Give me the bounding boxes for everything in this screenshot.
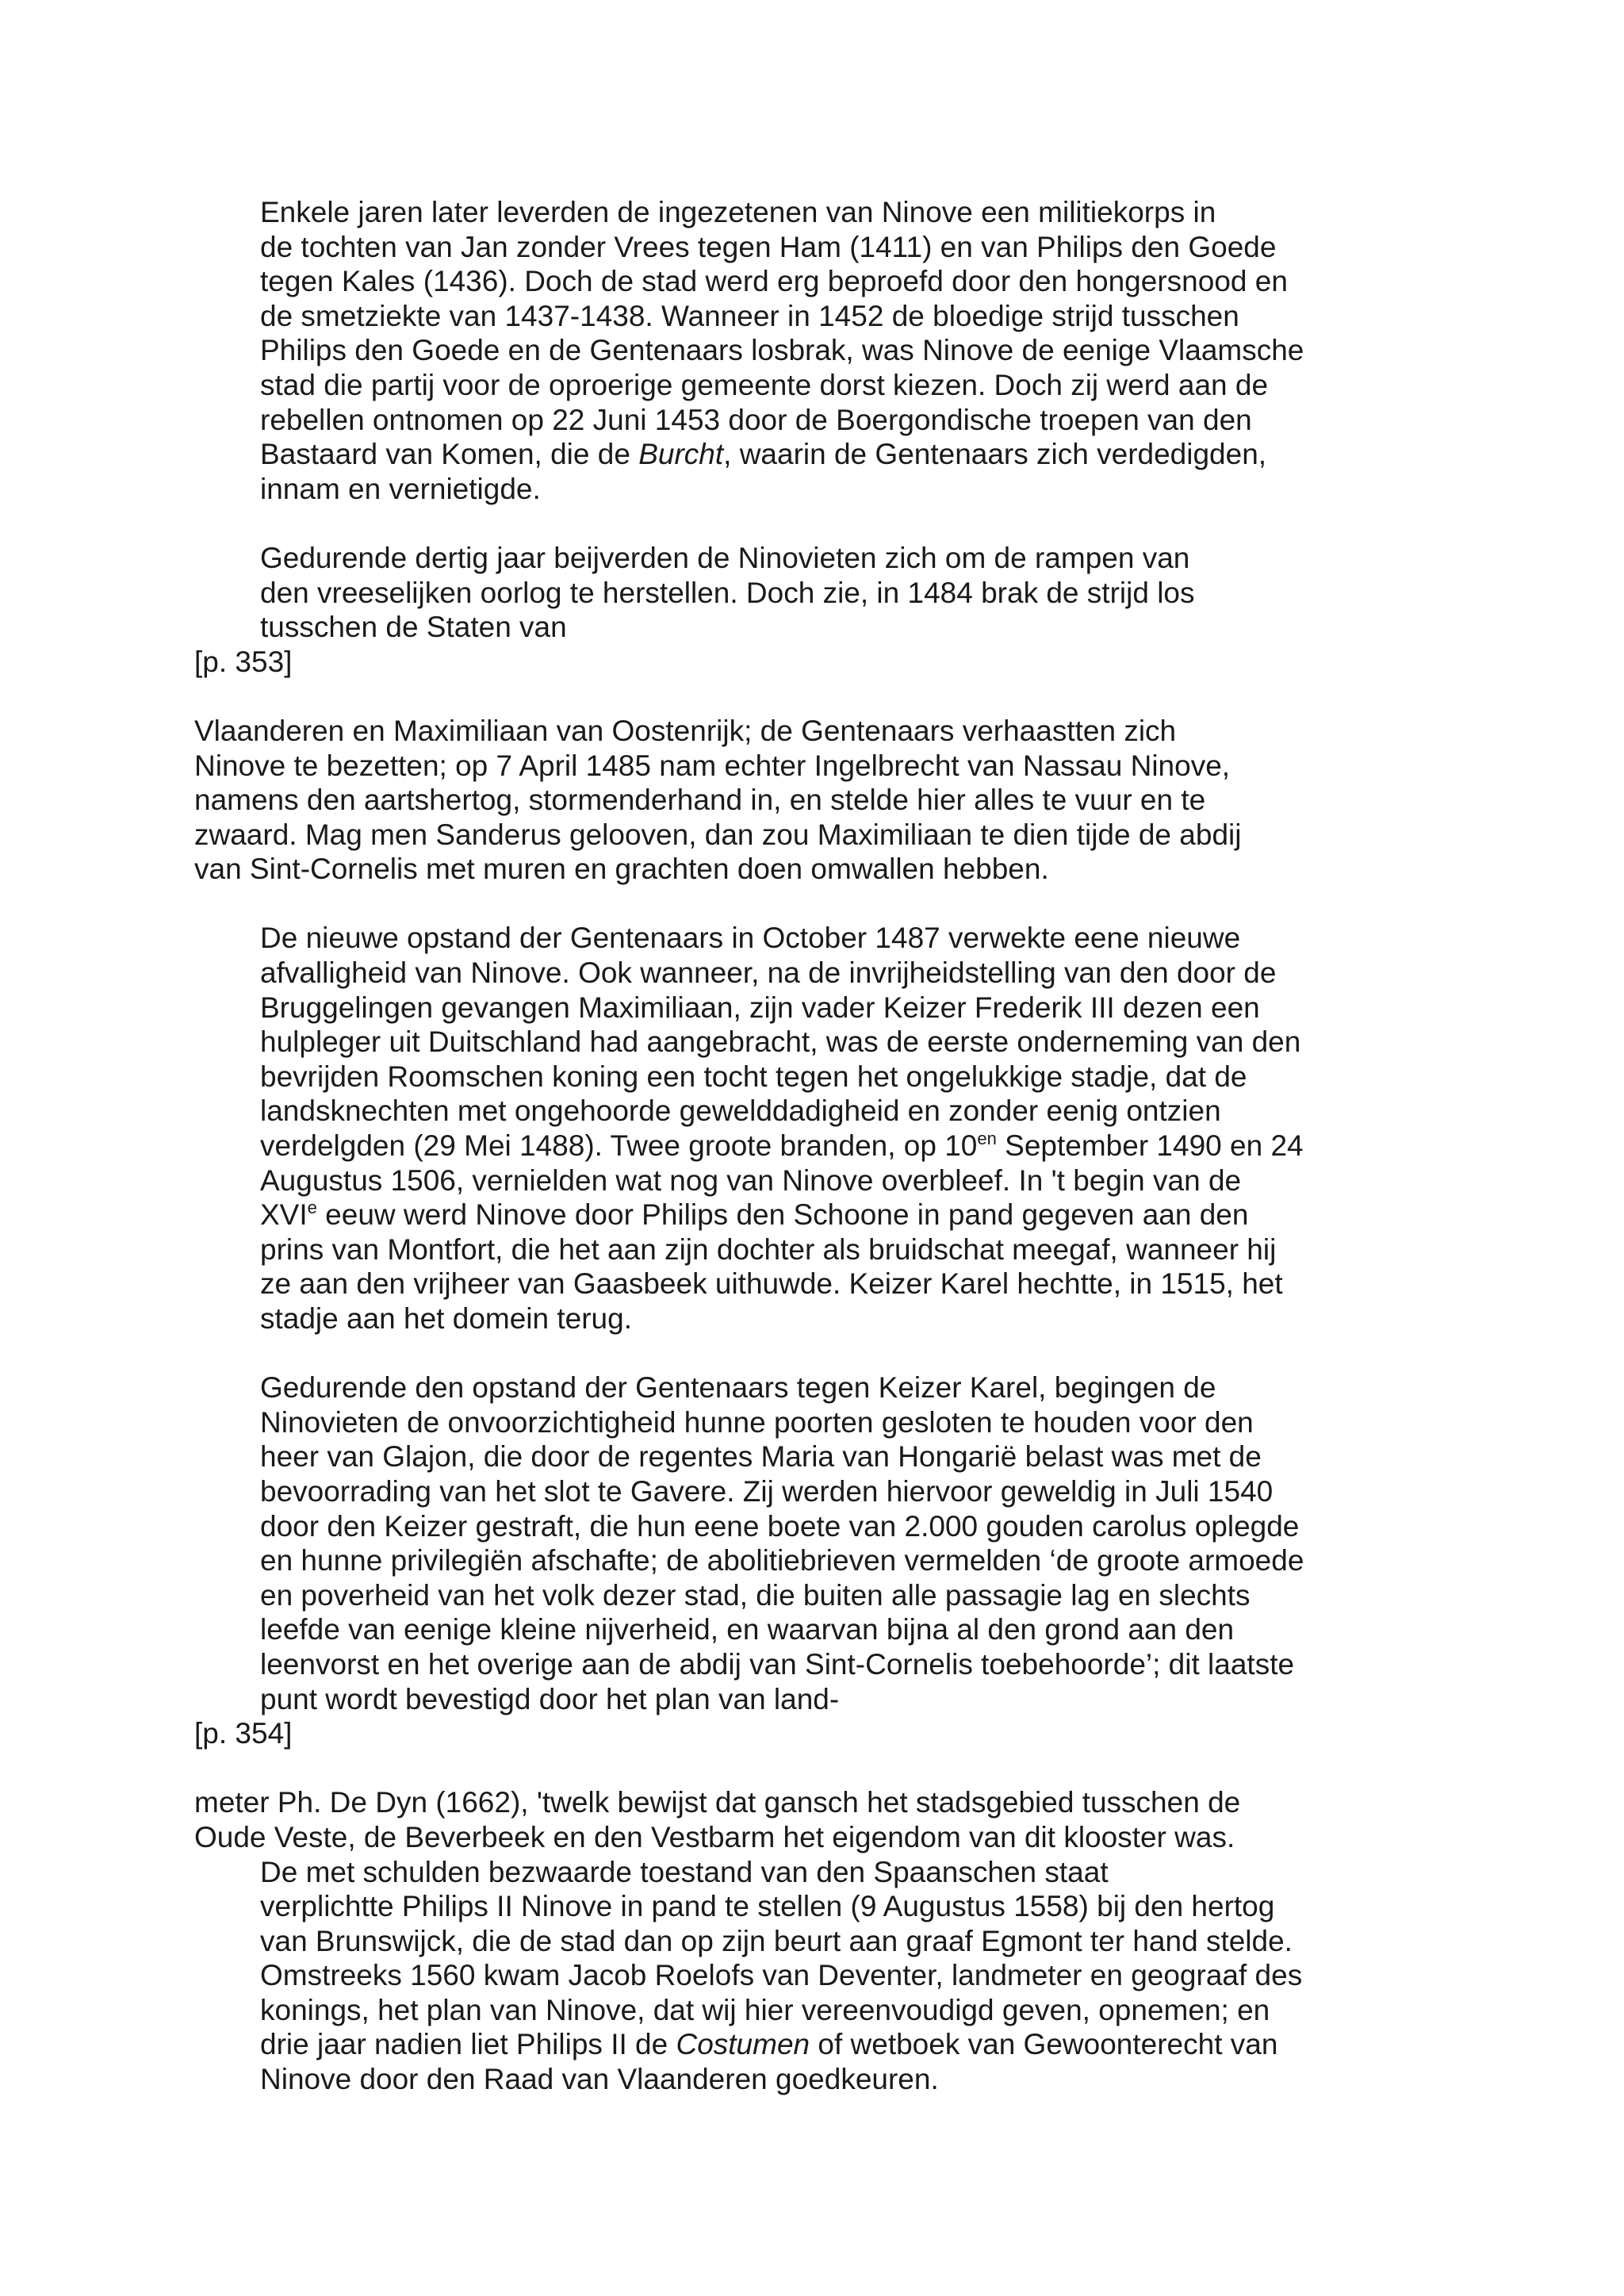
- text-line: hulpleger uit Duitschland had aangebracht, was de eerste onderneming van den: [260, 1025, 1301, 1059]
- text-line: heer van Glajon, die door de regentes Maria van Hongarië belast was met de: [260, 1440, 1262, 1474]
- text-line: den vreeselijken oorlog te herstellen. Doch zie, in 1484 brak de strijd los: [260, 576, 1195, 609]
- text-line: de smetziekte van 1437-1438. Wanneer in 1452 de bloedige strijd tusschen: [260, 299, 1239, 332]
- paragraph-nieuwe-opstand: [194, 921, 1431, 1336]
- paragraph-gap: [194, 679, 1431, 714]
- paragraph-spaansche-staat: [194, 1855, 1431, 2097]
- text-line: landsknechten met ongehoorde gewelddadigheid en zonder eenig ontzien: [260, 1094, 1221, 1128]
- text-line: de tochten van Jan zonder Vrees tegen Ham (1411) en van Philips den Goede: [260, 230, 1277, 263]
- text-line: Philips den Goede en de Gentenaars losbrak, was Ninove de eenige Vlaamsche: [260, 334, 1304, 367]
- page-marker-text: [p. 354]: [194, 1717, 293, 1750]
- text-line: Gedurende dertig jaar beijverden de Ninovieten zich om de rampen van: [260, 541, 1190, 574]
- text-line: tegen Kales (1436). Doch de stad werd erg beproefd door den hongersnood en: [260, 265, 1288, 298]
- text-line: prins van Montfort, die het aan zijn dochter als bruidschat meegaf, wanneer hij: [260, 1232, 1277, 1266]
- superscript-en: en: [977, 1129, 997, 1149]
- text-line: Oude Veste, de Beverbeek en den Vestbarm het eigendom van dit klooster was.: [194, 1820, 1235, 1853]
- page-marker-353: [194, 645, 1431, 680]
- text-line: Augustus 1506, vernielden wat nog van Ninove overbleef. In 't begin van de: [260, 1163, 1242, 1197]
- text-line: tusschen de Staten van: [260, 611, 567, 644]
- text-line: afvalligheid van Ninove. Ook wanneer, na de invrijheidstelling van den door de: [260, 956, 1277, 990]
- text-line: Omstreeks 1560 kwam Jacob Roelofs van Deventer, landmeter en geograaf des: [260, 1959, 1303, 1992]
- text-line: stadje aan het domein terug.: [260, 1302, 632, 1335]
- text-segment: , waarin de Gentenaars zich verdedigden,: [723, 438, 1267, 471]
- text-segment: of wetboek van Gewoonterecht van: [810, 2028, 1278, 2061]
- text-line: namens den aartshertog, stormenderhand in, en stelde hier alles te vuur en te: [194, 784, 1206, 817]
- paragraph-gap: [194, 1751, 1431, 1786]
- text-line: ze aan den vrijheer van Gaasbeek uithuwde. Keizer Karel hechtte, in 1515, het: [260, 1267, 1283, 1301]
- text-line: van Brunswijck, die de stad dan op zijn beurt aan graaf Egmont ter hand stelde.: [260, 1924, 1293, 1957]
- paragraph-gap: [194, 887, 1431, 922]
- paragraph-gap: [194, 506, 1431, 541]
- page-marker-text: [p. 353]: [194, 645, 293, 678]
- text-line: konings, het plan van Ninove, dat wij hier vereenvoudigd geven, opnemen; en: [260, 1993, 1270, 2026]
- text-line: punt wordt bevestigd door het plan van land-: [260, 1682, 840, 1715]
- text-segment: September 1490 en 24: [996, 1129, 1304, 1163]
- text-line: rebellen ontnomen op 22 Juni 1453 door de Boergondische troepen van den: [260, 403, 1252, 436]
- text-line: en poverheid van het volk dezer stad, die buiten alle passagie lag en slechts: [260, 1578, 1251, 1612]
- text-line: Ninove door den Raad van Vlaanderen goedkeuren.: [260, 2063, 939, 2096]
- text-segment: eeuw werd Ninove door Philips den Schoone in pand gegeven aan den: [316, 1198, 1249, 1232]
- italic-term-burcht: Burcht: [638, 438, 724, 471]
- text-line: Bruggelingen gevangen Maximiliaan, zijn vader Keizer Frederik III dezen een: [260, 991, 1260, 1024]
- paragraph-militiekorps: [194, 195, 1431, 506]
- text-segment: Bastaard van Komen, die de: [260, 438, 639, 471]
- text-line: [194, 1198, 1431, 1232]
- text-line: door den Keizer gestraft, die hun eene boete van 2.000 gouden carolus oplegde: [260, 1509, 1300, 1543]
- text-line: van Sint-Cornelis met muren en grachten doen omwallen hebben.: [194, 853, 1049, 886]
- text-line: Enkele jaren later leverden de ingezetenen van Ninove een militiekorps in: [260, 196, 1216, 228]
- text-segment: drie jaar nadien liet Philips II de: [260, 2028, 676, 2061]
- text-segment: XVI: [260, 1198, 308, 1232]
- text-line: stad die partij voor de oproerige gemeente dorst kiezen. Doch zij werd aan de: [260, 368, 1269, 401]
- text-segment: verdelgden (29 Mei 1488). Twee groote branden, op 10: [260, 1129, 978, 1163]
- text-line: [194, 2027, 1431, 2062]
- paragraph-de-dyn: [194, 1785, 1431, 1854]
- text-line: De met schulden bezwaarde toestand van den Spaanschen staat: [260, 1855, 1109, 1888]
- text-line: leefde van eenige kleine nijverheid, en waarvan bijna al den grond aan den: [260, 1613, 1235, 1646]
- text-line: [194, 1129, 1431, 1163]
- text-line: meter Ph. De Dyn (1662), 'twelk bewijst dat gansch het stadsgebied tusschen de: [194, 1786, 1241, 1819]
- text-line: Ninovieten de onvoorzichtigheid hunne poorten gesloten te houden voor den: [260, 1405, 1254, 1439]
- document-page: [194, 195, 1431, 2097]
- text-line: zwaard. Mag men Sanderus gelooven, dan zou Maximiliaan te dien tijde de abdij: [194, 818, 1242, 851]
- paragraph-dertig-jaar: [194, 541, 1431, 645]
- text-line: verplichtte Philips II Ninove in pand te stellen (9 Augustus 1558) bij den hertog: [260, 1890, 1275, 1923]
- text-line: bevoorrading van het slot te Gavere. Zij werden hiervoor geweldig in Juli 1540: [260, 1474, 1274, 1508]
- text-line: De nieuwe opstand der Gentenaars in October 1487 verwekte eene nieuwe: [260, 922, 1241, 955]
- superscript-e: e: [307, 1198, 317, 1218]
- paragraph-keizer-karel: [194, 1370, 1431, 1716]
- paragraph-gap: [194, 1336, 1431, 1371]
- text-line: Vlaanderen en Maximiliaan van Oostenrijk; de Gentenaars verhaastten zich: [194, 714, 1177, 747]
- text-line: bevrijden Roomschen koning een tocht tegen het ongelukkige stadje, dat de: [260, 1060, 1247, 1093]
- text-line: Gedurende den opstand der Gentenaars tegen Keizer Karel, begingen de: [260, 1371, 1216, 1405]
- page-marker-354: [194, 1716, 1431, 1751]
- text-line: leenvorst en het overige aan de abdij van Sint-Cornelis toebehoorde’; dit laatste: [260, 1647, 1295, 1681]
- paragraph-vlaanderen-maximiliaan: [194, 714, 1431, 887]
- text-line: en hunne privilegiën afschafte; de abolitiebrieven vermelden ‘de groote armoede: [260, 1544, 1304, 1577]
- text-line: innam en vernietigde.: [260, 472, 541, 505]
- text-line: Ninove te bezetten; op 7 April 1485 nam echter Ingelbrecht van Nassau Ninove,: [194, 749, 1231, 782]
- italic-term-costumen: Costumen: [676, 2028, 810, 2061]
- text-line: [194, 437, 1431, 472]
